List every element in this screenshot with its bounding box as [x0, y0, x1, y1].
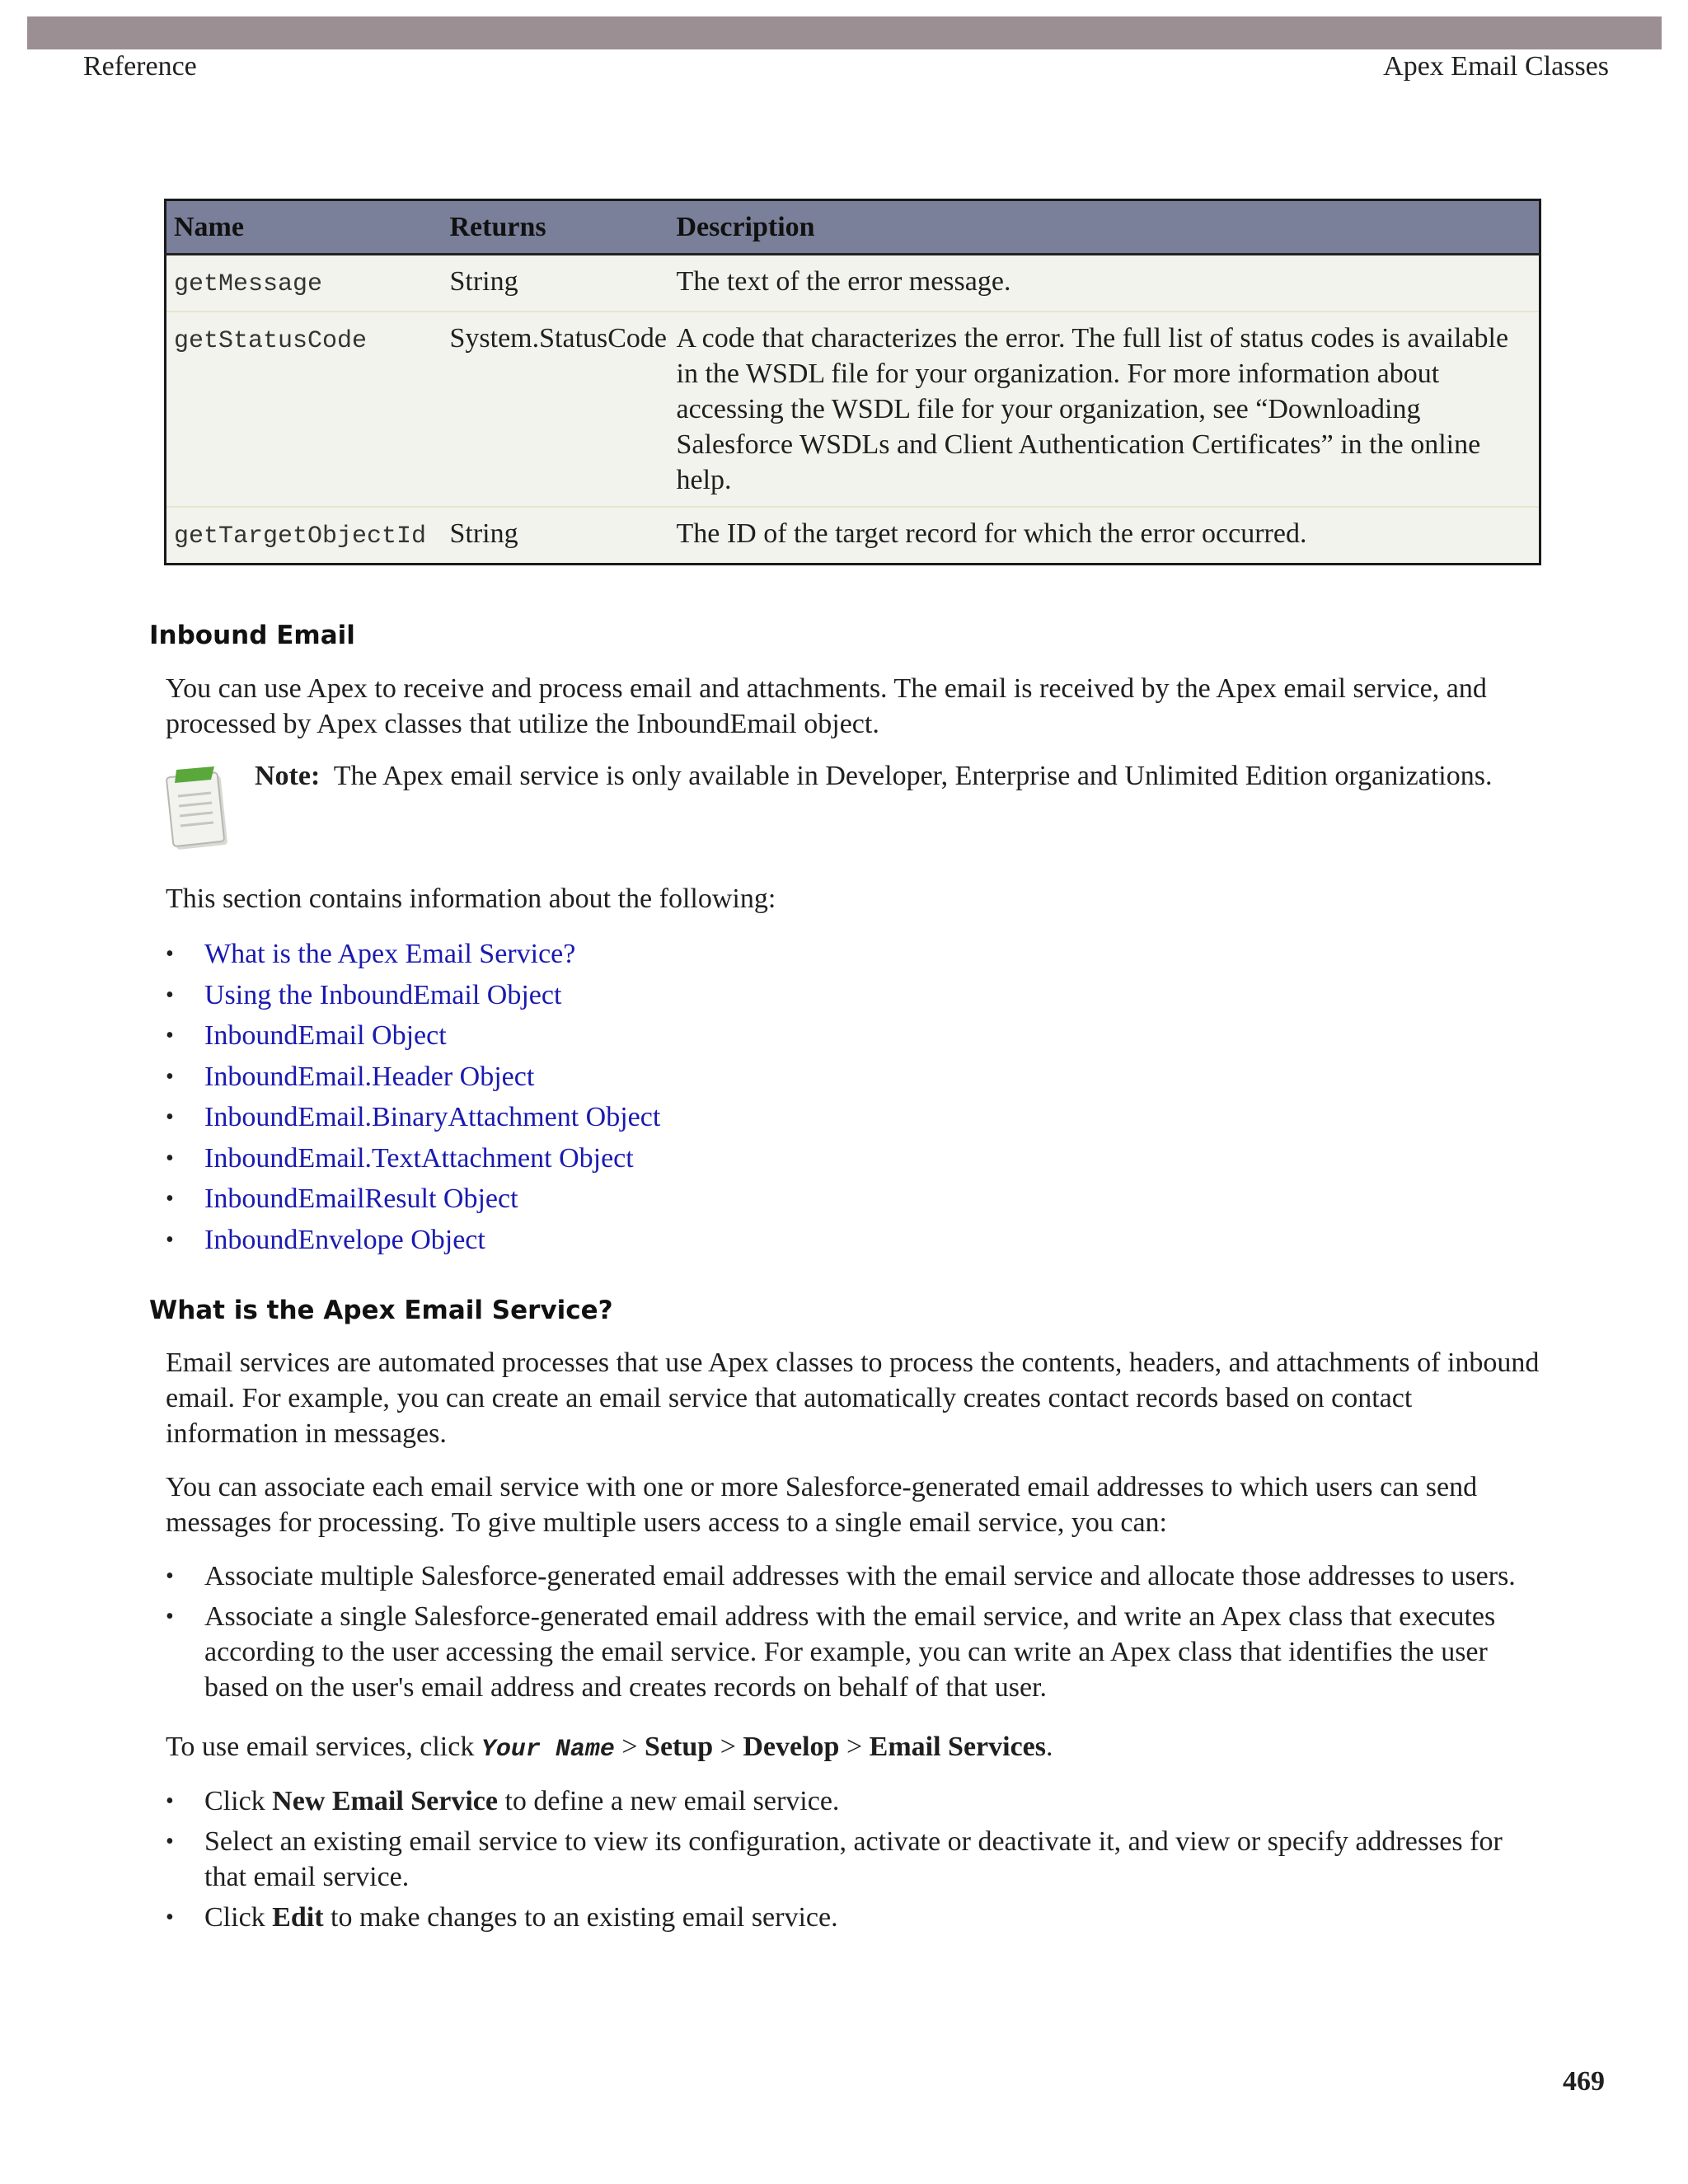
column-header-name: Name	[166, 200, 443, 255]
note-text	[255, 758, 1492, 794]
link-textattachment-object[interactable]: InboundEmail.TextAttachment Object	[204, 1142, 634, 1174]
method-returns: String	[443, 507, 669, 565]
method-name: getStatusCode	[166, 312, 443, 507]
inbound-intro: You can use Apex to receive and process email and attachments. The email is received by the Apex email service, and processed by Apex classes that utilize the InboundEmail object.	[166, 673, 1487, 739]
section-intro: This section contains information about the following:	[166, 883, 776, 914]
list-item: • Click Edit to make changes to an existing email service.	[166, 1900, 1542, 1935]
email-service-heading: What is the Apex Email Service?	[149, 1296, 613, 1325]
methods-table	[164, 199, 1541, 565]
header-section: Reference	[83, 51, 197, 82]
link-what-is-email-service[interactable]: What is the Apex Email Service?	[204, 939, 576, 969]
inbound-email-heading: Inbound Email	[149, 621, 355, 650]
method-name: getTargetObjectId	[166, 507, 443, 565]
menu-develop: Develop	[743, 1732, 840, 1762]
header-chapter: Apex Email Classes	[1383, 51, 1609, 82]
method-description: The text of the error message.	[669, 255, 1540, 312]
method-name: getMessage	[166, 255, 443, 312]
note-icon	[165, 766, 234, 853]
method-returns: String	[443, 255, 669, 312]
email-service-actions-list	[166, 1783, 1542, 1940]
table-row	[166, 507, 1540, 565]
list-item: • Associate a single Salesforce-generated email address with the email service, and write an Apex class that executes according to the user accessing the email service. For example, you can write an Apex class that identifies the user based on the user's email address and creates records on behalf of that user.	[166, 1599, 1542, 1705]
list-item	[166, 1059, 1542, 1094]
column-header-returns: Returns	[443, 200, 669, 255]
list-item: • Associate multiple Salesforce-generated email addresses with the email service and allocate those addresses to users.	[166, 1558, 1542, 1594]
your-name-placeholder: Your Name	[481, 1736, 615, 1764]
list-item	[166, 1181, 1542, 1216]
method-description: The ID of the target record for which the error occurred.	[669, 507, 1540, 565]
list-item	[166, 1222, 1542, 1258]
header-bar	[27, 16, 1662, 49]
link-using-inboundemail[interactable]: Using the InboundEmail Object	[204, 979, 562, 1010]
method-description: A code that characterizes the error. The full list of status codes is available in the WSDL file for your organization. For more information about accessing the WSDL file for your organization, see “Downloading Salesforce WSDLs and Client Authentication Certificates” in the online help.	[669, 312, 1540, 507]
edit-label: Edit	[272, 1902, 324, 1933]
list-item: • Click New Email Service to define a new email service.	[166, 1783, 1542, 1819]
service-paragraph-1: Email services are automated processes that use Apex classes to process the contents, headers, and attachments of inbound email. For example, you can create an email service that automatically creates contact records based on contact information in messages.	[166, 1347, 1540, 1449]
note-body: The Apex email service is only available in Developer, Enterprise and Unlimited Edition organizations.	[333, 761, 1493, 791]
page-number: 469	[1563, 2066, 1605, 2097]
list-item	[166, 1141, 1542, 1176]
service-paragraph-2: You can associate each email service with one or more Salesforce-generated email addresses to which users can send messages for processing. To give multiple users access to a single email service, you can:	[166, 1472, 1478, 1538]
list-item: • Select an existing email service to view its configuration, activate or deactivate it, and view or specify addresses for that email service.	[166, 1824, 1542, 1895]
link-inboundemailresult-object[interactable]: InboundEmailResult Object	[204, 1183, 518, 1214]
list-item	[166, 977, 1542, 1013]
menu-email-services: Email Services	[869, 1732, 1046, 1762]
column-header-description: Description	[669, 200, 1540, 255]
new-email-service-label: New Email Service	[272, 1786, 498, 1816]
method-returns: System.StatusCode	[443, 312, 669, 507]
link-header-object[interactable]: InboundEmail.Header Object	[204, 1061, 535, 1092]
menu-setup: Setup	[645, 1732, 714, 1762]
list-item	[166, 1018, 1542, 1053]
usage-instructions: To use email services, click Your Name > Setup > Develop > Email Services.	[166, 1732, 1053, 1764]
table-row	[166, 255, 1540, 312]
table-header-row	[166, 200, 1540, 255]
table-row	[166, 312, 1540, 507]
association-options-list	[166, 1558, 1542, 1710]
link-binaryattachment-object[interactable]: InboundEmail.BinaryAttachment Object	[204, 1102, 661, 1132]
list-item	[166, 936, 1542, 972]
topic-links-list	[166, 936, 1542, 1263]
note-label: Note:	[255, 761, 321, 791]
list-item	[166, 1099, 1542, 1135]
link-inboundenvelope-object[interactable]: InboundEnvelope Object	[204, 1224, 485, 1255]
link-inboundemail-object[interactable]: InboundEmail Object	[204, 1020, 447, 1051]
